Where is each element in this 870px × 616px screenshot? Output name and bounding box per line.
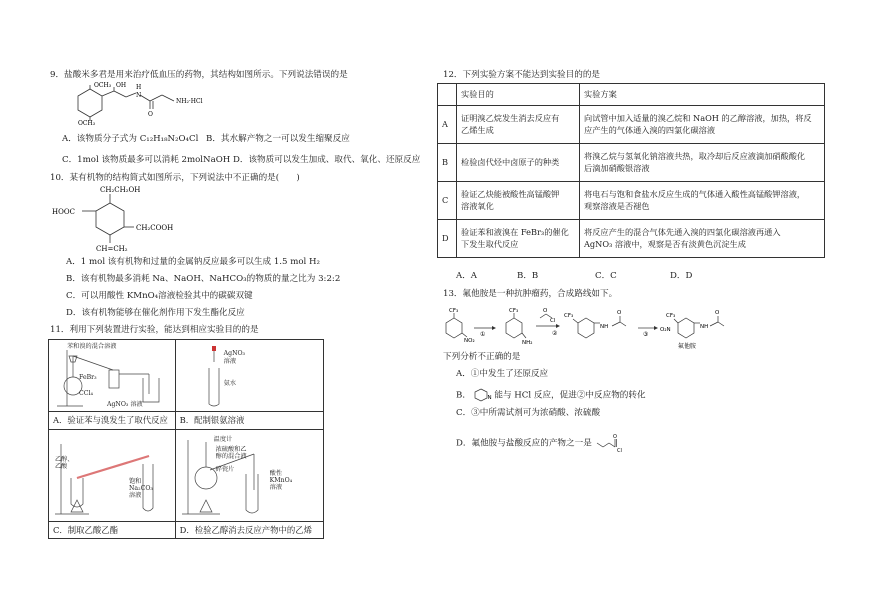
- q13-o-reagent: O: [543, 308, 548, 314]
- q10-ch2cooh: CH₂COOH: [136, 224, 174, 232]
- q12-row-b: [438, 144, 825, 182]
- q13-no2: NO₂: [464, 338, 475, 344]
- q13-option-c: C．③中所需试剂可为浓硝酸、浓硫酸: [456, 408, 601, 418]
- q13-stem: 13．氟他胺是一种抗肿瘤药，合成路线如下。: [443, 289, 618, 299]
- q11-b-ammonia-label: 氨水: [223, 380, 237, 387]
- q12-header-key: [438, 84, 457, 106]
- q11-caption-b: B．配制银氨溶液: [175, 412, 323, 430]
- q12-row-key: A: [438, 106, 457, 144]
- q13-cf3-1: CF₃: [449, 308, 459, 314]
- q13-cl-reagent: Cl: [550, 318, 556, 324]
- q9-option-a: A．该物质分子式为 C₁₂H₁₈N₂O₄Cl: [62, 134, 199, 144]
- q12-row-purpose: 检验卤代烃中卤原子的种类: [457, 144, 580, 182]
- q13-option-a: A．①中发生了还原反应: [456, 369, 549, 379]
- q10-option-a: A．1 mol 该有机物和过量的金属钠反应最多可以生成 1.5 mol H₂: [66, 257, 320, 267]
- q13-step1: ①: [480, 331, 486, 338]
- q11-a-apparatus: [53, 342, 171, 410]
- q13-o-2: O: [715, 310, 720, 316]
- q12-option-d: D．D: [670, 271, 693, 281]
- pyridine-icon: [474, 388, 492, 402]
- q11-a-agno3-label: AgNO₃ 溶液: [107, 401, 143, 408]
- q12-header-purpose: 实验目的: [457, 84, 580, 106]
- q12-header-plan: 实验方案: [580, 84, 825, 106]
- q12-row-key: C: [438, 182, 457, 220]
- q11-caption-c: C．制取乙酸乙酯: [49, 521, 176, 539]
- q12-row-purpose: 证明溴乙烷发生消去反应有 乙烯生成: [457, 106, 580, 144]
- q12-row-key: D: [438, 220, 457, 258]
- q10-option-d: D．该有机物能够在催化剂作用下发生酯化反应: [66, 308, 245, 318]
- q11-stem: 11．利用下列装置进行实验，能达到相应实验目的的是: [50, 325, 259, 335]
- q11-b-solution-label: 溶液: [223, 358, 237, 365]
- q10-option-c: C．可以用酸性 KMnO₄溶液检验其中的碳碳双键: [66, 291, 253, 301]
- q9-ome-bot: OCH₃: [78, 120, 96, 127]
- q13-question: 下列分析不正确的是: [443, 352, 521, 362]
- q9-o: O: [148, 111, 153, 118]
- q11-cell-c: [49, 429, 176, 521]
- svg-text:N: N: [487, 395, 492, 401]
- q13-synthesis-scheme: [440, 302, 740, 350]
- q11-d-apparatus: [180, 434, 320, 518]
- svg-text:O: O: [612, 434, 617, 440]
- q12-header-row: [438, 84, 825, 106]
- q11-cell-a: [49, 340, 176, 412]
- q11-c-satd-label: 饱和: [129, 477, 142, 485]
- q11-caption-d: D．检验乙醇消去反应产物中的乙烯: [175, 521, 323, 539]
- q11-b-agno3-label: AgNO₃: [223, 350, 246, 357]
- q12-option-c: C．C: [595, 271, 617, 281]
- q11-apparatus-table: [48, 339, 324, 539]
- q11-a-febr3-label: FeBr₃: [79, 374, 97, 381]
- q11-c-heated-tube: [77, 456, 149, 478]
- q12-row-key: B: [438, 144, 457, 182]
- q11-cell-b: [175, 340, 323, 412]
- q12-row-plan: 将溴乙烷与氢氧化钠溶液共热，取冷却后反应液滴加硝酸酸化 后滴加硝酸银溶液: [580, 144, 825, 182]
- q9-nh: H: [136, 84, 142, 91]
- q11-d-kmno4-label: KMnO₄: [269, 476, 293, 484]
- q12-row-purpose: 验证乙炔能被酸性高锰酸钾 溶液氧化: [457, 182, 580, 220]
- q9-option-b: B．其水解产物之一可以发生缩聚反应: [206, 134, 350, 144]
- q13-product-label: 氟他胺: [678, 343, 697, 350]
- q10-option-b: B．该有机物最多消耗 Na、NaOH、NaHCO₃的物质的量之比为 3:2:2: [66, 274, 341, 284]
- q12-option-b: B．B: [517, 271, 539, 281]
- q10-ch2ch2oh: CH₂CH₂OH: [100, 186, 141, 194]
- q12-option-a: A．A: [456, 271, 478, 281]
- q12-row-purpose: 验证苯和液溴在 FeBr₃的催化 下发生取代反应: [457, 220, 580, 258]
- q13-nh2: NH₂: [522, 340, 533, 346]
- q9-oh: OH: [116, 82, 127, 89]
- q11-c-solution-label: 溶液: [129, 491, 142, 499]
- q13-step2: ②: [552, 330, 558, 337]
- q13-cf3-2: CF₃: [509, 308, 519, 314]
- q12-row-c: [438, 182, 825, 220]
- q11-a-ccl4-label: CCl₄: [79, 390, 93, 397]
- q9-stem: 9．盐酸米多君是用来治疗低血压的药物，其结构如图所示。下列说法错误的是: [50, 70, 348, 80]
- q11-c-ethanol-label: 乙醇、: [55, 455, 74, 463]
- q11-d-solution-label: 溶液: [269, 483, 283, 491]
- q11-b-dropper-bulb: [212, 346, 216, 351]
- q12-stem: 12．下列实验方案不能达到实验目的的是: [443, 70, 601, 80]
- q9-ome-top: OCH₃: [94, 82, 112, 89]
- q11-a-mix-label: 苯和溴的混合溶液: [67, 343, 117, 350]
- q11-d-mix2-label: 醇的混合液: [215, 452, 247, 460]
- q11-cell-d: [175, 429, 323, 521]
- q13-cf3-4: CF₃: [666, 313, 676, 319]
- q12-row-d: [438, 220, 825, 258]
- q12-row-a: [438, 106, 825, 144]
- q13-cf3-3: CF₃: [564, 313, 574, 319]
- q13-o2n: O₂N: [660, 327, 671, 333]
- q13-option-d: D．氟他胺与盐酸反应的产物之一是 O Cl: [456, 433, 627, 453]
- q12-table: [437, 83, 825, 258]
- q11-caption-a: A．验证苯与溴发生了取代反应: [49, 412, 176, 430]
- q11-d-chips-label: 碎瓷片: [215, 465, 235, 473]
- q13-nh-1: NH: [600, 324, 609, 330]
- q12-row-plan: 向试管中加入适量的溴乙烷和 NaOH 的乙醇溶液，加热，将反 应产生的气体通入溴的四氯化碳溶液: [580, 106, 825, 144]
- q10-stem: 10．某有机物的结构简式如图所示，下列说法中不正确的是( ): [50, 173, 300, 183]
- q13-o-1: O: [617, 310, 622, 316]
- q11-c-na2co3-label: Na₂CO₃: [129, 484, 153, 492]
- q11-d-thermo-label: 温度计: [213, 435, 233, 443]
- q11-c-apparatus: [53, 434, 171, 518]
- q11-d-acidic-label: 酸性: [269, 469, 283, 477]
- q11-c-acid-label: 乙酸: [55, 462, 68, 470]
- q10-structure: [50, 183, 210, 253]
- q9-nh2hcl: NH₂·HCl: [176, 98, 203, 105]
- q12-row-plan: 将电石与饱和食盐水反应生成的气体通入酸性高锰酸钾溶液， 观察溶液是否褪色: [580, 182, 825, 220]
- q9-n: N: [136, 92, 142, 99]
- q13-step3: ③: [643, 331, 649, 338]
- q9-option-cd: C．1mol 该物质最多可以消耗 2molNaOH D．该物质可以发生加成、取代、氧化、还原反应: [62, 155, 421, 165]
- q13-nh-2: NH: [700, 324, 709, 330]
- q13-option-b: B． N 能与 HCl 反应，促进②中反应物的转化: [456, 388, 646, 402]
- q12-row-plan: 将反应产生的混合气体先通入溴的四氯化碳溶液再通入 AgNO₃ 溶液中，观察是否有淡黄色沉淀生成: [580, 220, 825, 258]
- q9-structure: [50, 83, 260, 125]
- q11-d-mix1-label: 浓硫酸和乙: [215, 445, 247, 453]
- acyl-chloride-icon: [595, 433, 627, 453]
- q10-vinyl: CH=CH₂: [96, 245, 128, 253]
- svg-text:Cl: Cl: [616, 448, 622, 454]
- q10-hooc: HOOC: [52, 208, 75, 216]
